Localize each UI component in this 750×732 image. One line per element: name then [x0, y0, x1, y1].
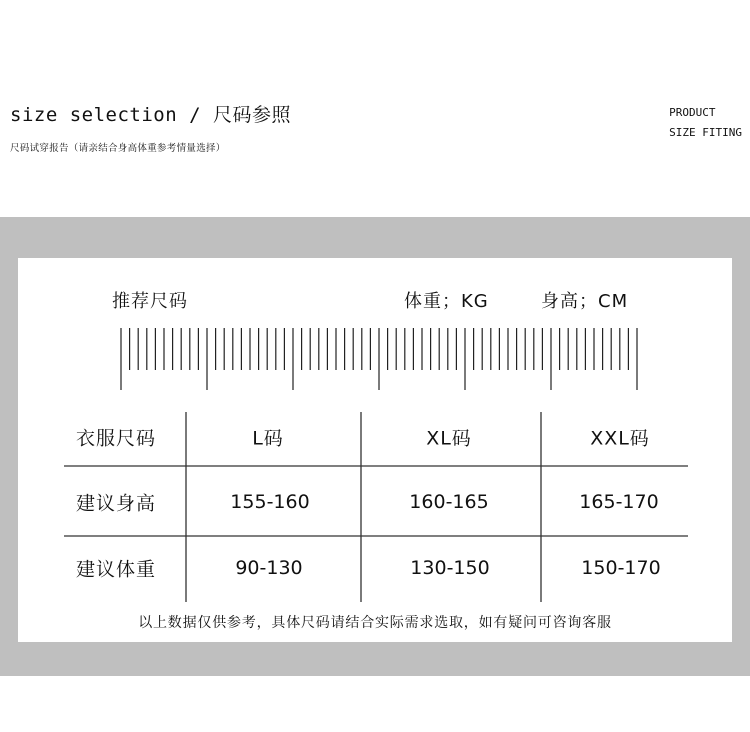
table-corner-label: 衣服尺码 — [75, 427, 157, 450]
weight-unit-label: 体重；KG — [404, 291, 489, 312]
height-value-xxl: 165-170 — [579, 491, 659, 513]
height-value-xl: 160-165 — [409, 491, 489, 513]
weight-value-l: 90-130 — [235, 557, 303, 579]
weight-value-xxl: 150-170 — [581, 557, 661, 579]
page-subtitle: 尺码试穿报告（请亲结合身高体重参考情量选择） — [10, 143, 226, 154]
size-header-xl: XL码 — [426, 427, 472, 450]
size-header-l: L码 — [252, 427, 284, 450]
page-title: size selection / 尺码参照 — [10, 104, 291, 126]
row-label-weight: 建议体重 — [75, 558, 157, 581]
product-caption-line2: SIZE FITING — [669, 126, 742, 139]
weight-value-xl: 130-150 — [410, 557, 490, 579]
product-caption — [669, 103, 742, 143]
product-caption-line1: PRODUCT — [669, 106, 716, 119]
footer-note: 以上数据仅供参考，具体尺码请结合实际需求选取，如有疑问可咨询客服 — [138, 615, 612, 631]
row-label-height: 建议身高 — [75, 492, 157, 515]
height-unit-label: 身高；CM — [541, 291, 629, 312]
recommend-size-label: 推荐尺码 — [112, 291, 188, 312]
size-header-xxl: XXL码 — [590, 427, 650, 450]
height-value-l: 155-160 — [230, 491, 310, 513]
